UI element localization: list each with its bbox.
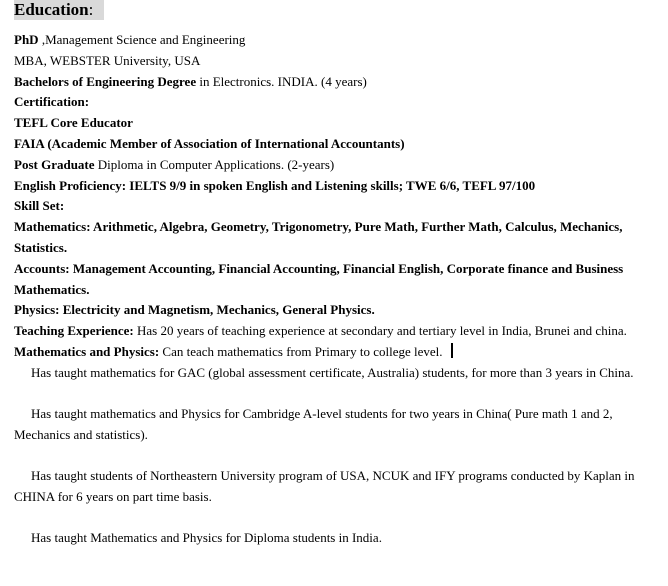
teaching-detail: Has 20 years of teaching experience at secondary and tertiary level in India, Brunei and china.: [133, 323, 627, 339]
phd-label: PhD: [14, 32, 39, 47]
mba-text: MBA, WEBSTER University, USA: [14, 52, 201, 68]
certification-line: [14, 92, 664, 113]
physics-line: [14, 300, 664, 321]
tefl-line: [14, 113, 664, 134]
cambridge-paragraph: Has taught mathematics and Physics for Cambridge A-level students for two years in China( Pure math 1 and 2, Mechanics and statistics).: [14, 406, 613, 442]
skillset-label: Skill Set:: [14, 198, 65, 214]
education-heading: [14, 0, 104, 20]
mba-line: [14, 51, 664, 72]
postgrad-line: [14, 155, 664, 176]
bachelors-label: Bachelors of Engineering Degree: [14, 73, 197, 89]
faia-label: FAIA (Academic Member of Association of International Accountants): [14, 135, 405, 151]
english-label: English Proficiency: IELTS 9/9 in spoken English and Listening skills; TWE 6/6, TEFL 97/100: [14, 177, 536, 193]
tefl-label: TEFL Core Educator: [14, 115, 133, 131]
faia-line: [14, 134, 664, 155]
physics-label: Physics: Electricity and Magnetism, Mechanics, General Physics.: [14, 302, 375, 318]
gac-paragraph: Has taught mathematics for GAC (global assessment certificate, Australia) students, for more than 3 years in China.: [31, 364, 634, 380]
bachelors-detail: in Electronics. INDIA. (4 years): [196, 73, 367, 89]
text-cursor[interactable]: [451, 343, 453, 358]
mathphys-label: Mathematics and Physics:: [14, 343, 160, 359]
accounts-label: Accounts: Management Accounting, Financial Accounting, Financial English, Corporate finance and Business Mathematics.: [14, 260, 624, 297]
accounts-line: [14, 259, 664, 301]
education-heading-title: Education: [14, 0, 89, 19]
teaching-label: Teaching Experience:: [14, 323, 134, 339]
phd-line: [14, 30, 664, 51]
bachelors-line: [14, 72, 664, 93]
neu-paragraph: Has taught students of Northeastern University program of USA, NCUK and IFY programs conducted by Kaplan in CHINA for 6 years on part time basis.: [14, 468, 635, 504]
document-page: [14, 0, 664, 549]
postgrad-detail: Diploma in Computer Applications. (2-years): [94, 156, 335, 172]
mathematics-label: Mathematics: Arithmetic, Algebra, Geometry, Trigonometry, Pure Math, Further Math, Calculus, Mechanics, Statistics.: [14, 219, 623, 255]
skillset-line: [14, 196, 664, 217]
mathphys-line: [14, 342, 664, 363]
teaching-line: [14, 321, 664, 342]
english-line: [14, 176, 664, 197]
certification-label: Certification:: [14, 94, 90, 110]
mathphys-detail: Can teach mathematics from Primary to college level.: [159, 343, 443, 359]
education-heading-colon: :: [88, 0, 94, 19]
phd-detail: ,Management Science and Engineering: [38, 32, 246, 47]
diploma-paragraph: Has taught Mathematics and Physics for Diploma students in India.: [31, 530, 382, 546]
postgrad-label: Post Graduate: [14, 156, 95, 172]
mathematics-line: [14, 217, 664, 259]
